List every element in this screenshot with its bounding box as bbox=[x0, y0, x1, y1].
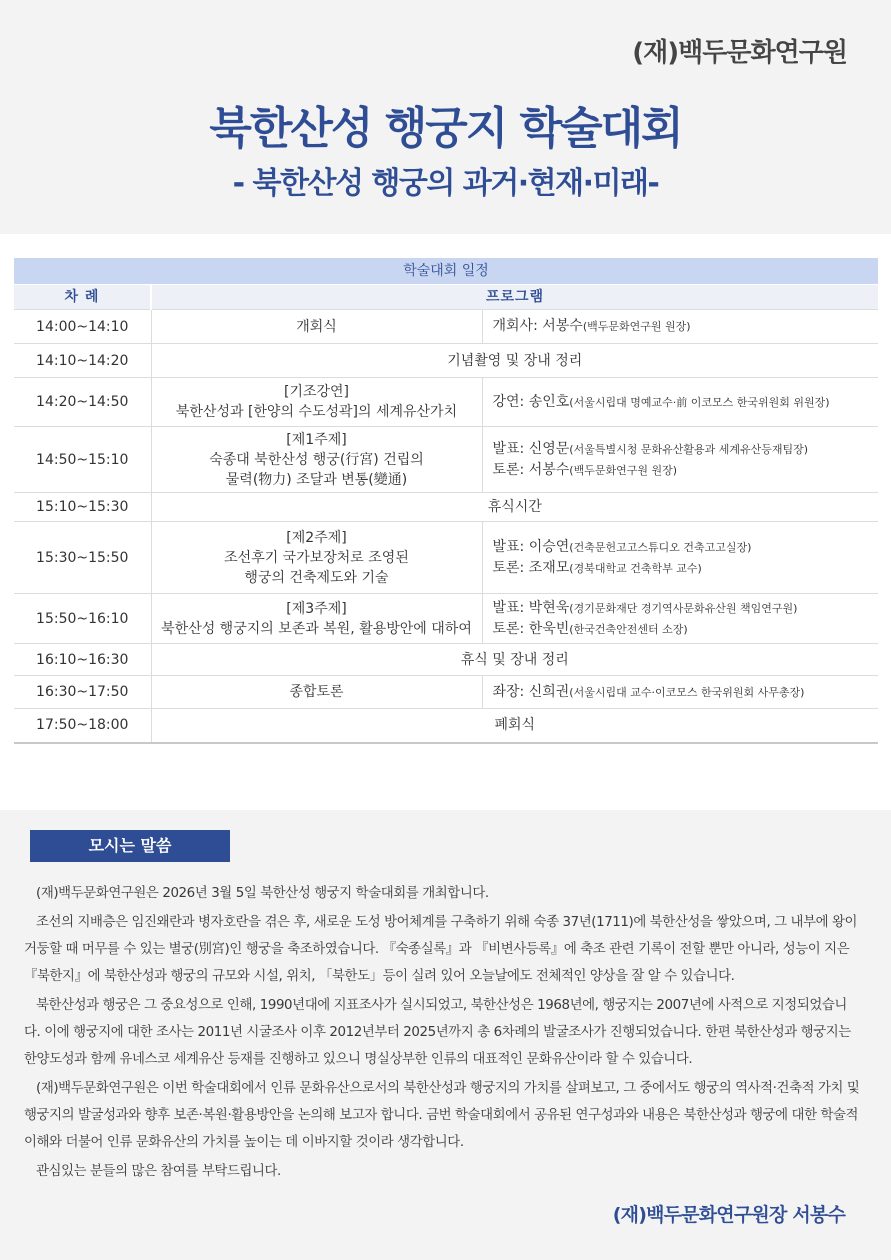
person-role: 토론: 서봉수 bbox=[492, 461, 570, 478]
table-row bbox=[14, 310, 878, 344]
schedule-section bbox=[0, 234, 891, 810]
row-person bbox=[482, 378, 878, 427]
row-person bbox=[482, 522, 878, 594]
invitation-badge: 모시는 말씀 bbox=[30, 830, 230, 862]
program-title: 개회식 bbox=[296, 318, 337, 335]
person-affiliation: (경기문화재단 경기역사문화유산원 책임연구원) bbox=[569, 601, 798, 615]
column-header-program: 프로그램 bbox=[151, 285, 878, 310]
signature: (재)백두문화연구원장 서봉수 bbox=[612, 1204, 845, 1226]
program-title: 북한산성 행궁지의 보존과 복원, 활용방안에 대하여 bbox=[161, 620, 472, 637]
row-time: 15:10~15:30 bbox=[14, 493, 151, 522]
person-role: 토론: 조재모 bbox=[492, 559, 570, 576]
program-label: [기조강연] bbox=[283, 384, 350, 400]
row-time: 15:50~16:10 bbox=[14, 594, 151, 644]
table-row bbox=[14, 522, 878, 594]
row-program-full: 기념촬영 및 장내 정리 bbox=[151, 344, 878, 378]
invitation-paragraph: 조선의 지배층은 임진왜란과 병자호란을 겪은 후, 새로운 도성 방어체계를 구축하기 위해 숙종 37년(1711)에 북한산성을 쌓았으며, 그 내부에 왕이 거둥할 때 머무를 수 있는 별궁(別宮)인 행궁을 축조하였습니다. 『숙종실록』과 『비변사등록』에 축조 관련 기록이 전할 뿐만 아니라, 성능이 지은 『북한지』에 북한산성과 행궁의 규모와 시설, 위치, 「북한도」등이 실려 있어 오늘날에도 전체적인 양상을 잘 알 수 있습니다. bbox=[24, 915, 858, 984]
person-role: 발표: 이승연 bbox=[492, 538, 570, 555]
invitation-paragraph: (재)백두문화연구원은 2026년 3월 5일 북한산성 행궁지 학술대회를 개최합니다. bbox=[36, 886, 489, 901]
row-program bbox=[151, 676, 482, 709]
person-role: 강연: 송인호 bbox=[492, 393, 570, 410]
page-title: 북한산성 행궁지 학술대회 bbox=[209, 103, 682, 154]
row-person bbox=[482, 427, 878, 493]
table-row bbox=[14, 427, 878, 493]
row-person bbox=[482, 310, 878, 344]
person-affiliation: (백두문화연구원 원장) bbox=[569, 463, 678, 477]
program-title-cont: 행궁의 건축제도와 기술 bbox=[244, 569, 389, 586]
person-role: 좌장: 신희권 bbox=[492, 683, 570, 700]
row-program bbox=[151, 427, 482, 493]
person-role: 토론: 한욱빈 bbox=[492, 620, 570, 637]
row-program bbox=[151, 522, 482, 594]
person-affiliation: (건축문헌고고스튜디오 건축고고실장) bbox=[569, 540, 752, 554]
program-title: 종합토론 bbox=[289, 684, 344, 700]
person-affiliation: (서울시립대 명예교수·前 이코모스 한국위원회 위원장) bbox=[569, 395, 830, 409]
row-time: 15:30~15:50 bbox=[14, 522, 151, 594]
program-label: [제1주제] bbox=[286, 431, 347, 448]
row-program-full: 휴식 및 장내 정리 bbox=[151, 644, 878, 676]
page-subtitle: - 북한산성 행궁의 과거·현재·미래- bbox=[232, 166, 659, 201]
person-affiliation: (서울시립대 교수·이코모스 한국위원회 사무총장) bbox=[569, 685, 805, 699]
column-header-time: 차 례 bbox=[14, 285, 151, 310]
person-affiliation: (한국건축안전센터 소장) bbox=[569, 622, 688, 636]
row-time: 17:50~18:00 bbox=[14, 709, 151, 743]
schedule-table bbox=[14, 258, 878, 744]
schedule-caption-row bbox=[14, 258, 878, 285]
row-person bbox=[482, 594, 878, 644]
row-time: 16:30~17:50 bbox=[14, 676, 151, 709]
row-program-full: 폐회식 bbox=[151, 709, 878, 743]
invitation-body bbox=[24, 880, 860, 1187]
table-row bbox=[14, 344, 878, 378]
person-role: 발표: 신영문 bbox=[492, 440, 570, 457]
table-row bbox=[14, 644, 878, 676]
program-title-cont: 물력(物力) 조달과 변통(變通) bbox=[225, 471, 408, 488]
person-affiliation: (경북대학교 건축학부 교수) bbox=[569, 561, 702, 575]
organization-name: (재)백두문화연구원 bbox=[632, 38, 847, 68]
row-program-full: 휴식시간 bbox=[151, 493, 878, 522]
row-time: 16:10~16:30 bbox=[14, 644, 151, 676]
table-row bbox=[14, 493, 878, 522]
program-label: [제2주제] bbox=[286, 529, 347, 546]
row-time: 14:10~14:20 bbox=[14, 344, 151, 378]
program-title: 북한산성과 [한양의 수도성곽]의 세계유산가치 bbox=[175, 404, 458, 420]
invitation-paragraph: (재)백두문화연구원은 이번 학술대회에서 인류 문화유산으로서의 북한산성과 행궁지의 가치를 살펴보고, 그 중에서도 행궁의 역사적·건축적 가치 및 행궁지의 발굴성과와 향후 보존·복원·활용방안을 논의해 보고자 합니다. 금번 학술대회에서 공유된 연구성과와 내용은 북한산성과 행궁에 대한 학술적 이해와 더불어 인류 문화유산의 가치를 높이는 데 이바지할 것이라 생각합니다. bbox=[24, 1081, 860, 1150]
program-title: 조선후기 국가보장처로 조영된 bbox=[224, 549, 409, 566]
program-label: [제3주제] bbox=[286, 600, 347, 617]
row-time: 14:20~14:50 bbox=[14, 378, 151, 427]
row-time: 14:50~15:10 bbox=[14, 427, 151, 493]
invitation-section bbox=[0, 810, 891, 1260]
person-role: 발표: 박현욱 bbox=[492, 599, 570, 616]
row-program bbox=[151, 378, 482, 427]
page-header bbox=[0, 0, 891, 234]
table-row bbox=[14, 676, 878, 709]
row-program bbox=[151, 310, 482, 344]
person-role: 개회사: 서봉수 bbox=[492, 318, 583, 334]
program-title: 숙종대 북한산성 행궁(行宮) 건립의 bbox=[209, 451, 424, 468]
invitation-paragraph: 북한산성과 행궁은 그 중요성으로 인해, 1990년대에 지표조사가 실시되었고, 북한산성은 1968년에, 행궁지는 2007년에 사적으로 지정되었습니다. 이에 행궁지에 대한 조사는 2011년 시굴조사 이후 2012년부터 2025년까지 총 6차례의 발굴조사가 진행되었습니다. 한편 북한산성과 행궁지는 한양도성과 함께 유네스코 세계유산 등재를 진행하고 있으니 명실상부한 인류의 대표적인 문화유산이라 할 수 있습니다. bbox=[24, 998, 851, 1067]
table-row bbox=[14, 709, 878, 743]
schedule-header-row bbox=[14, 285, 878, 310]
schedule-caption: 학술대회 일정 bbox=[14, 258, 878, 285]
person-affiliation: (백두문화연구원 원장) bbox=[582, 320, 691, 333]
person-affiliation: (서울특별시청 문화유산활용과 세계유산등재팀장) bbox=[569, 442, 809, 456]
row-time: 14:00~14:10 bbox=[14, 310, 151, 344]
row-program bbox=[151, 594, 482, 644]
table-row bbox=[14, 378, 878, 427]
invitation-paragraph: 관심있는 분들의 많은 참여를 부탁드립니다. bbox=[36, 1164, 281, 1179]
row-person bbox=[482, 676, 878, 709]
table-row bbox=[14, 594, 878, 644]
